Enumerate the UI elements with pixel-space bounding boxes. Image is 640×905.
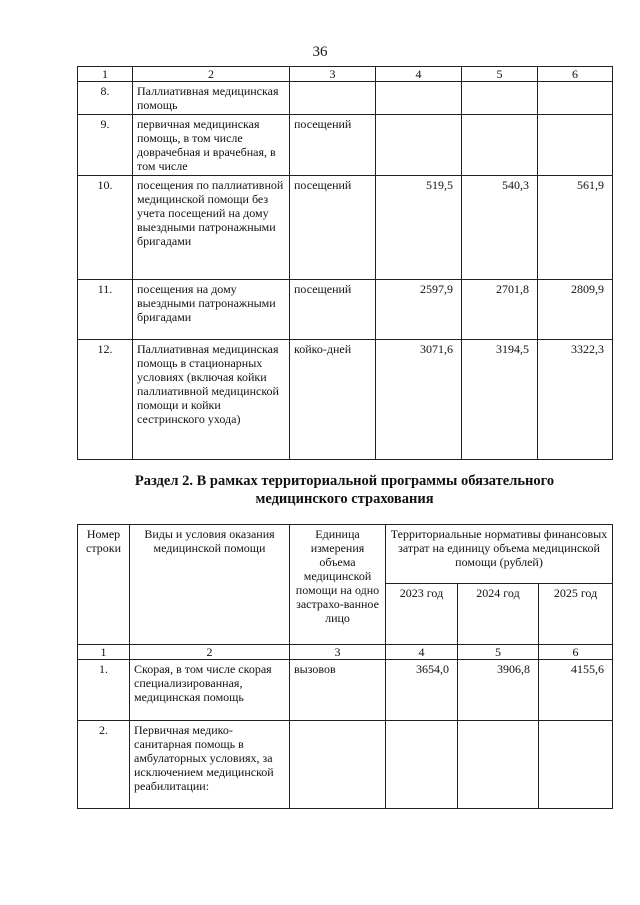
row-unit [290,721,386,809]
value-2023: 519,5 [376,176,462,280]
index-cell: 2 [130,645,290,660]
row-number: 1. [78,660,130,721]
value-2023: 2597,9 [376,280,462,340]
value-2023 [376,82,462,115]
value-2024: 2701,8 [462,280,538,340]
index-cell: 3 [290,645,386,660]
header-year: 2024 год [458,584,539,645]
row-name: Паллиативная медицинская помощь в стационарных условиях (включая койки паллиативной медицинской помощи и койки сестринского ухода) [133,340,290,460]
row-number: 12. [78,340,133,460]
section-title-line: Раздел 2. В рамках территориальной программы обязательного [134,473,555,489]
value-2024 [462,115,538,176]
section-title-line: медицинского страхования [255,491,434,507]
table-row [78,340,613,460]
table-row [78,176,613,280]
table-row [78,721,613,809]
index-cell: 6 [539,645,613,660]
row-number: 11. [78,280,133,340]
table-index-row [78,645,613,660]
value-2025: 561,9 [538,176,613,280]
table-header-row [78,525,613,584]
header-year: 2023 год [386,584,458,645]
value-2025 [538,82,613,115]
header-norms: Территориальные нормативы финансовых затрат на единицу объема медицинской помощи (рублей) [386,525,613,584]
row-unit: посещений [290,280,376,340]
header-row-number: Номер строки [78,525,130,645]
row-unit [290,82,376,115]
value-2023: 3654,0 [386,660,458,721]
table-row [78,280,613,340]
header-cell: 3 [290,67,376,82]
table-row [78,82,613,115]
row-number: 9. [78,115,133,176]
index-cell: 1 [78,645,130,660]
row-number: 8. [78,82,133,115]
header-care-type: Виды и условия оказания медицинской помощи [130,525,290,645]
value-2023: 3071,6 [376,340,462,460]
page-number: 36 [312,44,328,60]
index-cell: 4 [386,645,458,660]
row-name: посещения на дому выездными патронажными бригадами [133,280,290,340]
header-cell: 1 [78,67,133,82]
row-unit: посещений [290,176,376,280]
value-2025: 2809,9 [538,280,613,340]
header-cell: 5 [462,67,538,82]
row-unit: койко-дней [290,340,376,460]
table-oms [77,524,613,809]
row-name: посещения по паллиативной медицинской помощи без учета посещений на дому выездными патронажными бригадами [133,176,290,280]
row-name: первичная медицинская помощь, в том числе доврачебная и врачебная, в том числе [133,115,290,176]
value-2023 [376,115,462,176]
index-cell: 5 [458,645,539,660]
row-name: Скорая, в том числе скорая специализированная, медицинская помощь [130,660,290,721]
row-number: 10. [78,176,133,280]
value-2024: 3906,8 [458,660,539,721]
value-2024 [462,82,538,115]
value-2025 [539,721,613,809]
header-cell: 4 [376,67,462,82]
header-cell: 2 [133,67,290,82]
value-2024: 540,3 [462,176,538,280]
value-2025: 4155,6 [539,660,613,721]
value-2025: 3322,3 [538,340,613,460]
row-name: Первичная медико-санитарная помощь в амбулаторных условиях, за исключением медицинской реабилитации: [130,721,290,809]
row-unit: посещений [290,115,376,176]
table-header-row [78,67,613,82]
row-unit: вызовов [290,660,386,721]
value-2023 [386,721,458,809]
header-unit: Единица измерения объема медицинской помощи на одно застрахо-ванное лицо [290,525,386,645]
header-cell: 6 [538,67,613,82]
value-2024 [458,721,539,809]
table-row [78,660,613,721]
table-palliative [77,66,613,460]
row-name: Паллиативная медицинская помощь [133,82,290,115]
value-2025 [538,115,613,176]
value-2024: 3194,5 [462,340,538,460]
section-title [77,472,612,508]
table-row [78,115,613,176]
header-year: 2025 год [539,584,613,645]
row-number: 2. [78,721,130,809]
